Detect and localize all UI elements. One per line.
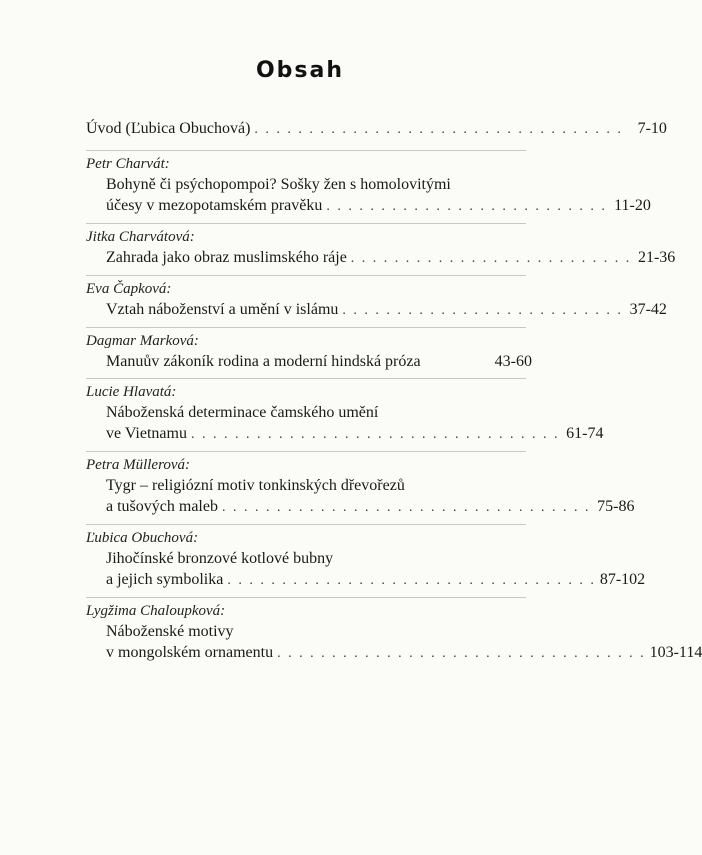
entry-title: Manuův zákoník rodina a moderní hindská próza (106, 353, 421, 370)
toc-entry (86, 228, 676, 269)
page-range: 87-102 (599, 571, 646, 588)
table-of-contents (86, 118, 702, 664)
entry-author: Ľubica Obuchová: (86, 530, 199, 546)
toc-entry (86, 280, 667, 321)
divider (86, 378, 526, 379)
page-range: 43-60 (494, 353, 532, 370)
page-range: 103-114 (649, 644, 702, 661)
toc-entry (86, 332, 532, 372)
dot-leader: . . . . . . . . . . . . . . . . . . . . . . . . . . . . . . . . . . (277, 646, 646, 661)
page-range: 37-42 (629, 301, 667, 318)
page-range: 61-74 (566, 425, 604, 442)
toc-entry (86, 529, 646, 591)
entry-title: Vztah náboženství a umění v islámu (106, 301, 339, 318)
entry-author: Lucie Hlavatá: (86, 384, 177, 400)
dot-leader: . . . . . . . . . . . . . . . . . . . . . . . . . . (326, 199, 607, 214)
toc-entry (86, 456, 635, 518)
divider (86, 524, 526, 525)
entry-title: účesy v mezopotamském pravěku (106, 197, 323, 214)
dot-leader: . . . . . . . . . . . . . . . . . . . . . . . . . . . . . . . . . . (254, 122, 623, 137)
entry-title: Tygr – religiózní motiv tonkinských dřevořezů (106, 477, 405, 494)
dot-leader: . . . . . . . . . . . . . . . . . . . . . . . . . . . . . . . . . . (227, 573, 596, 588)
entry-author: Jitka Charvátová: (86, 229, 195, 245)
entry-title: Zahrada jako obraz muslimského ráje (106, 249, 347, 266)
entry-title: a jejich symbolika (106, 571, 224, 588)
toc-entry (86, 383, 604, 445)
divider (86, 451, 526, 452)
entry-title: Úvod (Ľubica Obuchová) (86, 120, 251, 137)
page-title: Obsah (255, 58, 345, 83)
dot-leader: . . . . . . . . . . . . . . . . . . . . . . . . . . . . . . . . . . (190, 427, 560, 442)
toc-entry-introduction (86, 118, 667, 140)
entry-author: Eva Čapková: (86, 281, 172, 297)
divider (86, 223, 526, 224)
entry-author: Petra Müllerová: (86, 457, 190, 473)
divider (86, 597, 526, 598)
divider (86, 150, 526, 151)
entry-title: Náboženské motivy (106, 623, 234, 640)
entry-title: a tušových maleb (106, 498, 218, 515)
entry-title: Bohyně či psýchopompoi? Sošky žen s homolovitými (106, 176, 451, 193)
page-range: 75-86 (597, 498, 635, 515)
dot-leader: . . . . . . . . . . . . . . . . . . . . . . . . . . . . . . . . . . (221, 500, 591, 515)
entry-author: Dagmar Marková: (86, 333, 199, 349)
entry-title: Jihočínské bronzové kotlové bubny (106, 550, 334, 567)
page-range: 21-36 (637, 249, 676, 266)
entry-title: Náboženská determinace čamského umění (106, 404, 379, 421)
toc-entry (86, 602, 702, 664)
dot-leader: . . . . . . . . . . . . . . . . . . . . . . . . . . (342, 303, 623, 318)
entry-title: ve Vietnamu (106, 425, 187, 442)
divider (86, 327, 526, 328)
dot-leader: . . . . . . . . . . . . . . . . . . . . . . . . . . (350, 251, 632, 266)
entry-author: Petr Charvát: (86, 156, 170, 172)
entry-title: v mongolském ornamentu (106, 644, 274, 661)
page-range: 11-20 (614, 197, 651, 214)
page-range: 7-10 (637, 120, 667, 137)
divider (86, 275, 526, 276)
toc-entry (86, 155, 651, 217)
entry-author: Lygžima Chaloupková: (86, 603, 226, 619)
